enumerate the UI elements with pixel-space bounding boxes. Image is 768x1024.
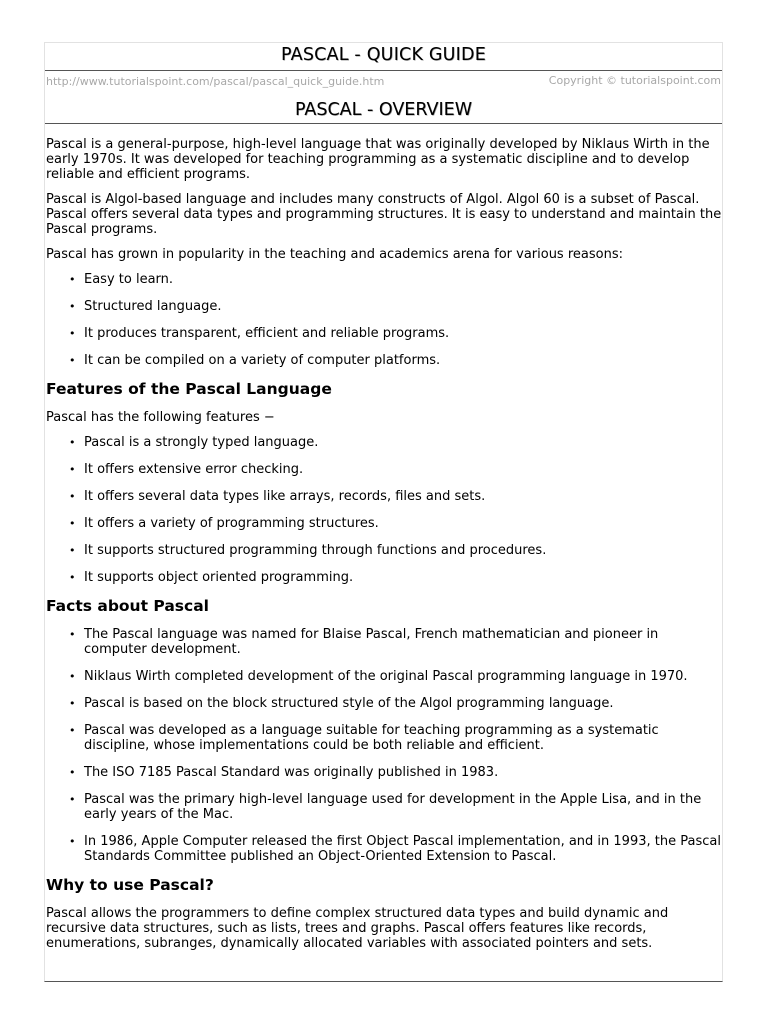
bullet-icon: • xyxy=(69,490,76,503)
document-page xyxy=(44,42,723,982)
bullet-icon: • xyxy=(69,517,76,530)
list-item: • It can be compiled on a variety of computer platforms. xyxy=(69,353,441,368)
copyright-notice: Copyright © tutorialspoint.com xyxy=(548,74,721,87)
list-item: • In 1986, Apple Computer released the first Object Pascal implementation, and in 1993, the Pascal Standards Committee published an Object-Oriented Extension to Pascal. xyxy=(69,834,721,864)
bullet-icon: • xyxy=(69,354,76,367)
bullet-icon: • xyxy=(69,697,76,710)
why-paragraph: Pascal allows the programmers to define complex structured data types and build dynamic and recursive data structures, such as lists, trees and graphs. Pascal offers features like records, enumerations, subranges, dynamically allocated variables with associated pointers and sets. xyxy=(46,906,669,951)
list-item: • It produces transparent, efficient and reliable programs. xyxy=(69,326,450,341)
reasons-list xyxy=(46,272,722,368)
bullet-icon: • xyxy=(69,670,76,683)
features-heading: Features of the Pascal Language xyxy=(46,380,332,398)
bullet-icon: • xyxy=(69,724,76,737)
list-item: • Pascal is based on the block structured style of the Algol programming language. xyxy=(69,696,614,711)
features-list xyxy=(46,435,722,585)
bullet-icon: • xyxy=(69,436,76,449)
list-item: • The ISO 7185 Pascal Standard was originally published in 1983. xyxy=(69,765,499,780)
bullet-icon: • xyxy=(69,327,76,340)
bullet-icon: • xyxy=(69,273,76,286)
bullet-icon: • xyxy=(69,463,76,476)
list-item: • Easy to learn. xyxy=(69,272,174,287)
list-item: • It offers several data types like arrays, records, files and sets. xyxy=(69,489,486,504)
list-item: • Niklaus Wirth completed development of the original Pascal programming language in 1970. xyxy=(69,669,688,684)
source-url[interactable]: http://www.tutorialspoint.com/pascal/pascal_quick_guide.htm xyxy=(46,75,385,88)
bullet-icon: • xyxy=(69,766,76,779)
overview-paragraph-2: Pascal is Algol-based language and includes many constructs of Algol. Algol 60 is a subset of Pascal. Pascal offers several data types and programming structures. It is easy to understand and maintain the Pascal programs. xyxy=(46,192,722,237)
document-content xyxy=(45,137,722,951)
bullet-icon: • xyxy=(69,793,76,806)
facts-heading: Facts about Pascal xyxy=(46,597,209,615)
list-item: • Pascal was the primary high-level language used for development in the Apple Lisa, and in the early years of the Mac. xyxy=(69,792,702,822)
bullet-icon: • xyxy=(69,571,76,584)
list-item: • The Pascal language was named for Blaise Pascal, French mathematician and pioneer in computer development. xyxy=(69,627,659,657)
list-item: • It offers extensive error checking. xyxy=(69,462,304,477)
bullet-icon: • xyxy=(69,544,76,557)
overview-heading: PASCAL - OVERVIEW xyxy=(45,99,722,124)
why-heading: Why to use Pascal? xyxy=(46,876,214,894)
features-intro: Pascal has the following features − xyxy=(46,410,275,425)
bullet-icon: • xyxy=(69,628,76,641)
list-item: • It supports object oriented programming. xyxy=(69,570,354,585)
overview-paragraph-1: Pascal is a general-purpose, high-level language that was originally developed by Niklaus Wirth in the early 1970s. It was developed for teaching programming as a systematic discipline and to develop reliable and efficient programs. xyxy=(46,137,710,182)
list-item: • Pascal was developed as a language suitable for teaching programming as a systematic discipline, whose implementations could be both reliable and efficient. xyxy=(69,723,659,753)
list-item: • Pascal is a strongly typed language. xyxy=(69,435,319,450)
document-title: PASCAL - QUICK GUIDE xyxy=(45,43,722,71)
bullet-icon: • xyxy=(69,835,76,848)
facts-list xyxy=(46,627,722,864)
list-item: • It supports structured programming through functions and procedures. xyxy=(69,543,547,558)
list-item: • Structured language. xyxy=(69,299,222,314)
url-row xyxy=(45,71,722,89)
list-item: • It offers a variety of programming structures. xyxy=(69,516,379,531)
overview-paragraph-3: Pascal has grown in popularity in the teaching and academics arena for various reasons: xyxy=(46,247,623,262)
bullet-icon: • xyxy=(69,300,76,313)
